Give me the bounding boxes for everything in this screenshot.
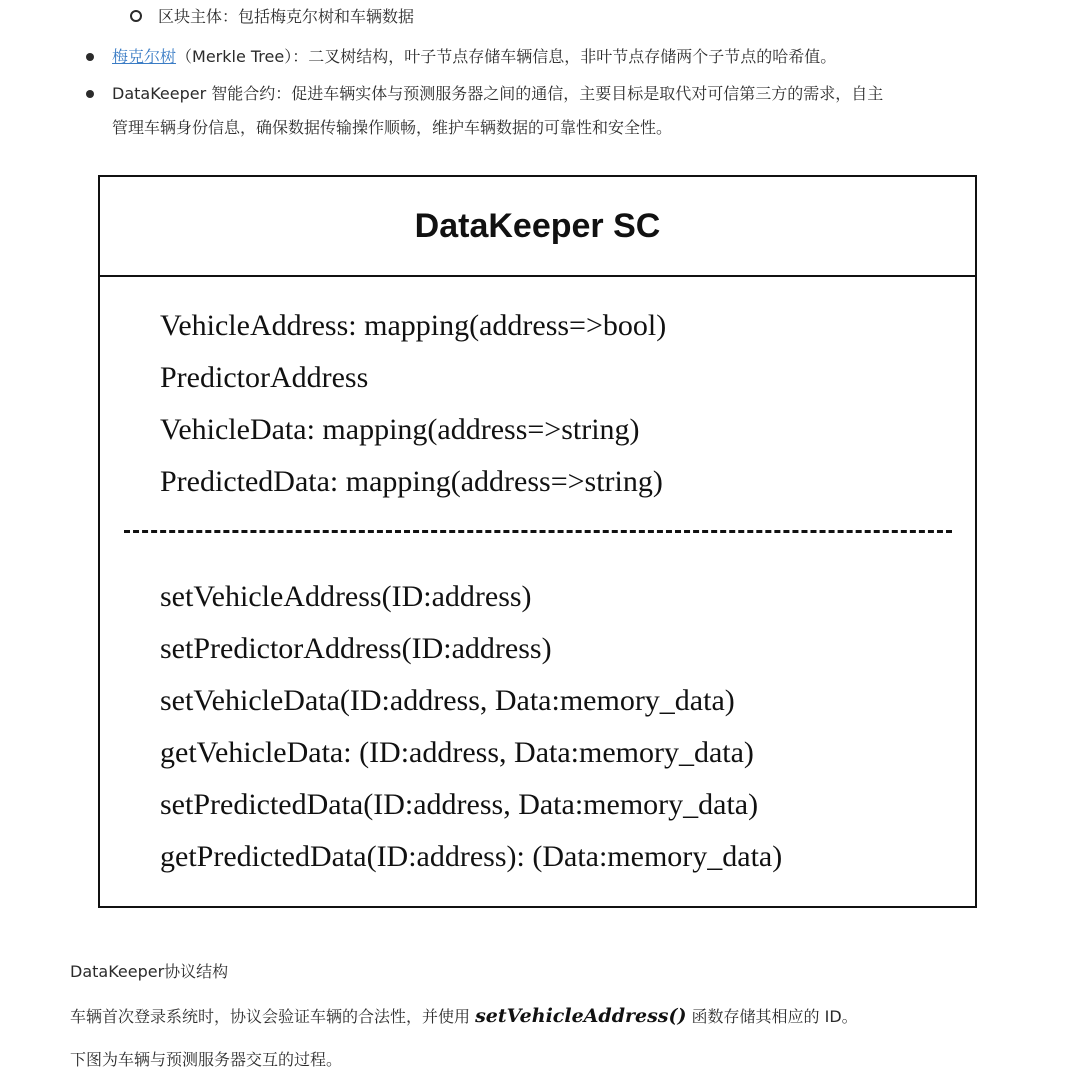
paragraph-registration (70, 1004, 858, 1029)
disc-bullet-icon (86, 53, 94, 61)
class-diagram (98, 175, 977, 908)
bullet-merkle-tree (86, 40, 1012, 74)
paragraph-interaction: 下图为车辆与预测服务器交互的过程。 (70, 1050, 343, 1069)
sub-bullet-block-body (130, 0, 414, 34)
method-item: getVehicleData: (ID:address, Data:memory_data) (160, 736, 754, 769)
merkle-tree-link[interactable]: 梅克尔树 (112, 47, 177, 66)
bullet-datakeeper (86, 77, 1012, 145)
method-item: getPredictedData(ID:address): (Data:memory_data) (160, 840, 783, 873)
function-name: setVehicleAddress() (475, 1005, 687, 1027)
sub-bullet-text: 区块主体：包括梅克尔树和车辆数据 (158, 7, 415, 26)
attribute-item: PredictedData: mapping(address=>string) (160, 465, 663, 498)
method-item: setVehicleAddress(ID:address) (160, 580, 532, 613)
method-list (160, 578, 782, 890)
method-item: setVehicleData(ID:address, Data:memory_data) (160, 684, 735, 717)
attribute-item: VehicleAddress: mapping(address=>bool) (160, 309, 667, 342)
merkle-tree-description: （Merkle Tree）：二叉树结构，叶子节点存储车辆信息，非叶节点存储两个子节点的哈希值。 (176, 47, 837, 66)
diagram-caption: DataKeeper协议结构 (70, 962, 229, 981)
datakeeper-description-line2: 管理车辆身份信息，确保数据传输操作顺畅，维护车辆数据的可靠性和安全性。 (112, 118, 673, 137)
attribute-item: PredictorAddress (160, 361, 369, 394)
paragraph-text-before: 车辆首次登录系统时，协议会验证车辆的合法性，并使用 (70, 1007, 471, 1026)
paragraph-text-after: 函数存储其相应的 ID。 (691, 1007, 858, 1026)
section-divider (124, 530, 952, 533)
method-item: setPredictedData(ID:address, Data:memory_data) (160, 788, 759, 821)
attribute-list (160, 307, 666, 515)
attribute-item: VehicleData: mapping(address=>string) (160, 413, 640, 446)
datakeeper-description-line1: DataKeeper 智能合约：促进车辆实体与预测服务器之间的通信，主要目标是取代对可信第三方的需求，自主 (112, 84, 884, 103)
disc-bullet-icon (86, 90, 94, 98)
method-item: setPredictorAddress(ID:address) (160, 632, 552, 665)
hollow-circle-bullet-icon (130, 10, 142, 22)
class-diagram-title: DataKeeper SC (100, 177, 975, 277)
